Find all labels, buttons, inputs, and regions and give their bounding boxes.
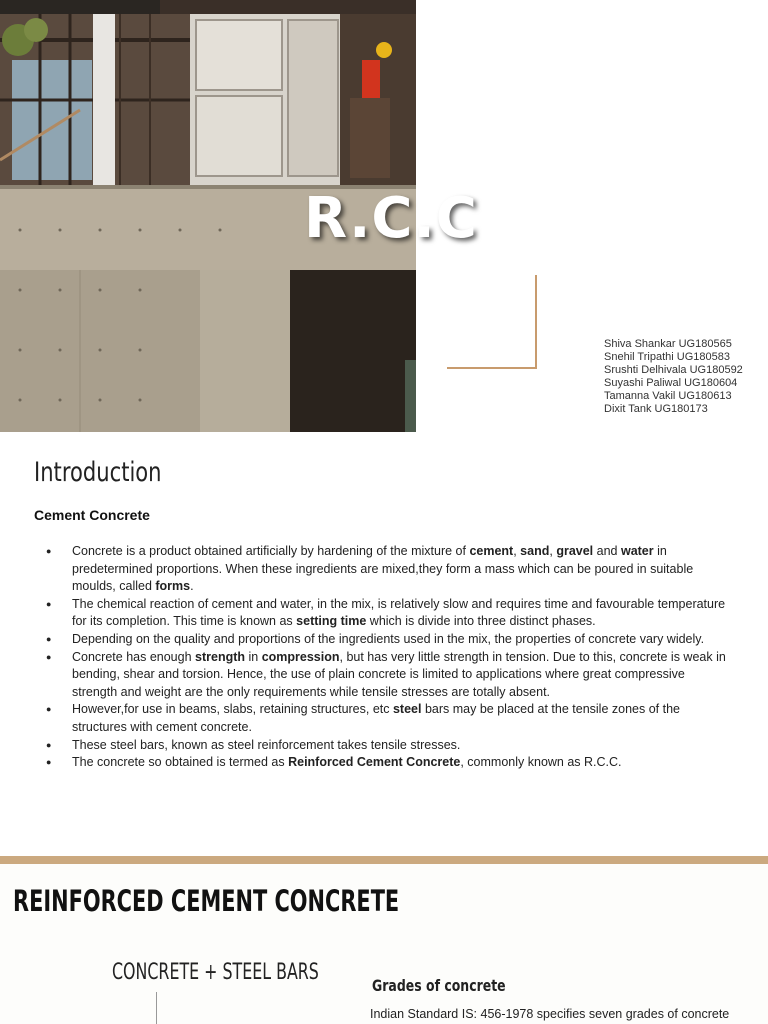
bullet-item: ● Depending on the quality and proportions of the ingredients used in the mix, the properties of concrete vary widely. (72, 631, 732, 649)
bold-term: compression (261, 649, 340, 664)
bullet-item: ● These steel bars, known as steel reinforcement takes tensile stresses. (72, 737, 732, 755)
bullet-list (72, 543, 732, 772)
author-item: Tamanna Vakil UG180613 (604, 390, 732, 402)
bold-term: Reinforced Cement Concrete (288, 755, 461, 770)
bold-term: setting time (296, 614, 367, 629)
author-item: Dixit Tank UG180173 (604, 403, 708, 415)
grades-heading: Grades of concrete (372, 976, 506, 995)
author-list (604, 338, 743, 416)
slide-title: R.C.C (304, 186, 478, 251)
bold-term: water (620, 544, 654, 558)
bullet-item: ● Concrete has enough strength in compression, but has very little strength in tension. Due to this, concrete is weak in bending, shear and torsion. Hence, the use of plain concrete is limited to applications where great compressive strength and weight are the only requirements while tensile stresses are totally absent. (72, 649, 732, 702)
bullet-item: ● However,for use in beams, slabs, retaining structures, etc steel bars may be placed at the tensile zones of the structures with cement concrete. (72, 701, 732, 736)
cement-concrete-subheading: Cement Concrete (34, 507, 150, 523)
grades-description: Indian Standard IS: 456-1978 specifies seven grades of concrete (370, 1007, 730, 1021)
introduction-slide (0, 435, 768, 855)
bold-term: forms (155, 579, 191, 594)
introduction-heading: Introduction (34, 457, 162, 488)
author-item: Suyashi Paliwal UG180604 (604, 377, 738, 389)
bullet-item: ● Concrete is a product obtained artificially by hardening of the mixture of cement, sand, gravel and water in predetermined proportions. When these ingredients are mixed,they form a mass which can be poured in suitable moulds, called forms. (72, 543, 732, 596)
title-slide (0, 0, 768, 435)
rcc-slide (0, 864, 768, 1024)
bold-term: steel (392, 702, 422, 717)
concrete-plus-steel-label: CONCRETE + STEEL BARS (112, 960, 319, 985)
decorative-corner-line (447, 275, 537, 369)
bold-term: cement (469, 544, 514, 558)
author-item: Snehil Tripathi UG180583 (604, 351, 730, 363)
connector-line (156, 992, 157, 1024)
bullet-item: ● The concrete so obtained is termed as Reinforced Cement Concrete, commonly known as R.C.C. (72, 754, 732, 772)
rcc-heading: REINFORCED CEMENT CONCRETE (13, 884, 400, 918)
author-item: Srushti Delhivala UG180592 (604, 364, 743, 376)
bullet-item: ● The chemical reaction of cement and water, in the mix, is relatively slow and requires time and favourable temperature for its completion. This time is known as setting time which is divide into three distinct phases. (72, 596, 732, 631)
slide-divider (0, 856, 768, 864)
bold-term: strength (195, 649, 246, 664)
author-item: Shiva Shankar UG180565 (604, 338, 732, 350)
bold-term: sand (520, 544, 550, 558)
bold-term: gravel (556, 544, 594, 558)
